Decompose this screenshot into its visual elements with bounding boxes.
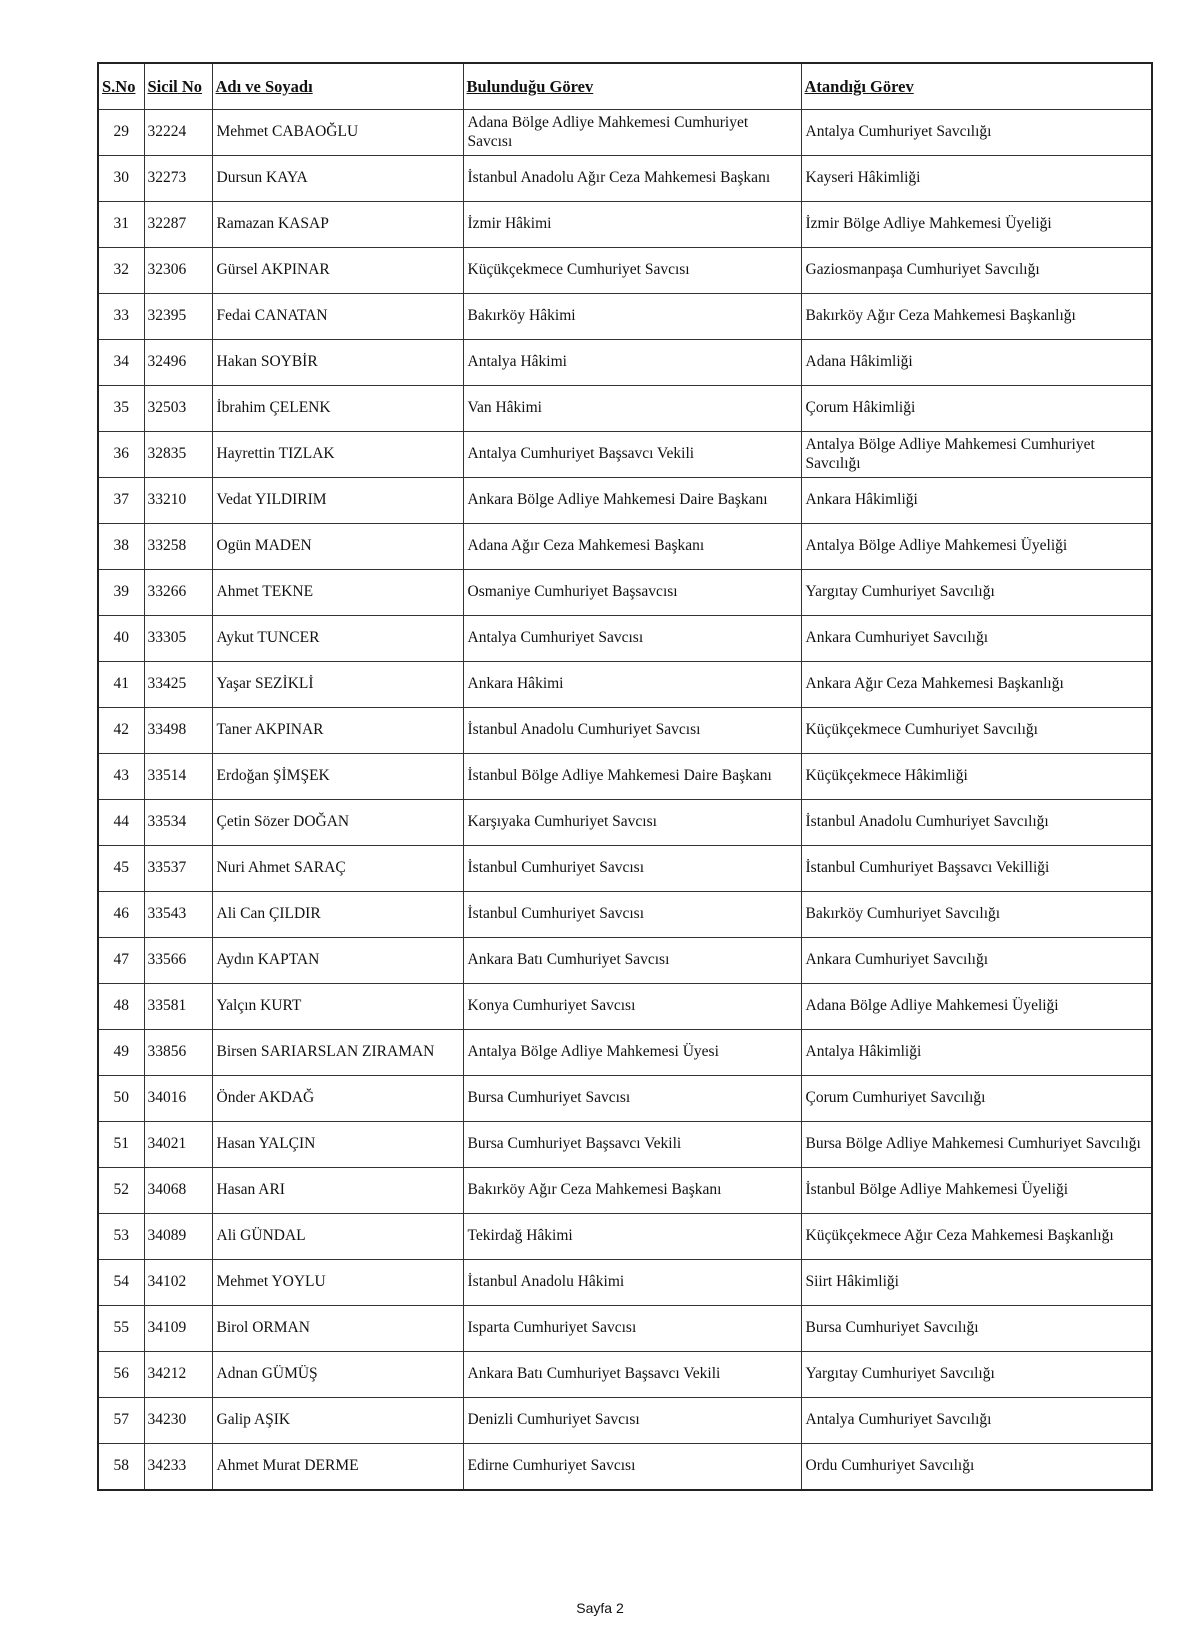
cell-current-position: Van Hâkimi (463, 386, 801, 432)
cell-assigned-position: Adana Hâkimliği (801, 340, 1152, 386)
cell-current-position: Antalya Hâkimi (463, 340, 801, 386)
cell-sicil-no: 33258 (144, 524, 212, 570)
cell-sicil-no: 34109 (144, 1306, 212, 1352)
cell-name: Ali Can ÇILDIR (212, 892, 463, 938)
cell-current-position: Isparta Cumhuriyet Savcısı (463, 1306, 801, 1352)
cell-current-position: İstanbul Cumhuriyet Savcısı (463, 892, 801, 938)
cell-name: Ramazan KASAP (212, 202, 463, 248)
cell-sicil-no: 34102 (144, 1260, 212, 1306)
cell-assigned-position: Ankara Ağır Ceza Mahkemesi Başkanlığı (801, 662, 1152, 708)
cell-assigned-position: İstanbul Cumhuriyet Başsavcı Vekilliği (801, 846, 1152, 892)
cell-sno: 39 (98, 570, 144, 616)
appointments-table (97, 62, 1153, 1491)
cell-sno: 55 (98, 1306, 144, 1352)
cell-current-position: Bursa Cumhuriyet Başsavcı Vekili (463, 1122, 801, 1168)
cell-assigned-position: Çorum Cumhuriyet Savcılığı (801, 1076, 1152, 1122)
cell-name: Gürsel AKPINAR (212, 248, 463, 294)
cell-sno: 33 (98, 294, 144, 340)
cell-sicil-no: 34016 (144, 1076, 212, 1122)
cell-name: Hasan YALÇIN (212, 1122, 463, 1168)
cell-sno: 41 (98, 662, 144, 708)
table-row (98, 524, 1152, 570)
table-row (98, 616, 1152, 662)
cell-assigned-position: Yargıtay Cumhuriyet Savcılığı (801, 1352, 1152, 1398)
cell-current-position: Antalya Cumhuriyet Savcısı (463, 616, 801, 662)
cell-name: Dursun KAYA (212, 156, 463, 202)
cell-sno: 40 (98, 616, 144, 662)
table-row (98, 340, 1152, 386)
table-row (98, 156, 1152, 202)
cell-name: Ali GÜNDAL (212, 1214, 463, 1260)
cell-sicil-no: 33266 (144, 570, 212, 616)
cell-name: Vedat YILDIRIM (212, 478, 463, 524)
cell-current-position: Antalya Cumhuriyet Başsavcı Vekili (463, 432, 801, 478)
cell-current-position: Ankara Bölge Adliye Mahkemesi Daire Başkanı (463, 478, 801, 524)
cell-current-position: Ankara Batı Cumhuriyet Savcısı (463, 938, 801, 984)
cell-current-position: Ankara Batı Cumhuriyet Başsavcı Vekili (463, 1352, 801, 1398)
cell-name: Önder AKDAĞ (212, 1076, 463, 1122)
cell-current-position: Bursa Cumhuriyet Savcısı (463, 1076, 801, 1122)
cell-sno: 49 (98, 1030, 144, 1076)
cell-assigned-position: Ankara Hâkimliği (801, 478, 1152, 524)
cell-sicil-no: 32287 (144, 202, 212, 248)
cell-current-position: Tekirdağ Hâkimi (463, 1214, 801, 1260)
cell-assigned-position: Ordu Cumhuriyet Savcılığı (801, 1444, 1152, 1491)
table-row (98, 386, 1152, 432)
cell-current-position: Karşıyaka Cumhuriyet Savcısı (463, 800, 801, 846)
cell-assigned-position: Bursa Cumhuriyet Savcılığı (801, 1306, 1152, 1352)
page-number: Sayfa 2 (576, 1600, 624, 1616)
cell-assigned-position: Bakırköy Cumhuriyet Savcılığı (801, 892, 1152, 938)
cell-assigned-position: Antalya Hâkimliği (801, 1030, 1152, 1076)
cell-sno: 53 (98, 1214, 144, 1260)
cell-sicil-no: 34068 (144, 1168, 212, 1214)
table-row (98, 1444, 1152, 1491)
cell-sno: 46 (98, 892, 144, 938)
table-row (98, 984, 1152, 1030)
cell-assigned-position: Bakırköy Ağır Ceza Mahkemesi Başkanlığı (801, 294, 1152, 340)
cell-sno: 29 (98, 110, 144, 156)
cell-assigned-position: Bursa Bölge Adliye Mahkemesi Cumhuriyet Savcılığı (801, 1122, 1152, 1168)
cell-sno: 30 (98, 156, 144, 202)
cell-assigned-position: Antalya Bölge Adliye Mahkemesi Cumhuriyet Savcılığı (801, 432, 1152, 478)
cell-current-position: İstanbul Cumhuriyet Savcısı (463, 846, 801, 892)
cell-sicil-no: 33210 (144, 478, 212, 524)
cell-sno: 45 (98, 846, 144, 892)
cell-sicil-no: 34230 (144, 1398, 212, 1444)
table-row (98, 1398, 1152, 1444)
cell-name: Mehmet YOYLU (212, 1260, 463, 1306)
table-row (98, 1306, 1152, 1352)
cell-sicil-no: 33581 (144, 984, 212, 1030)
table-row (98, 1352, 1152, 1398)
table-row (98, 1122, 1152, 1168)
cell-name: Yalçın KURT (212, 984, 463, 1030)
header-name: Adı ve Soyadı (212, 63, 463, 110)
table-row (98, 754, 1152, 800)
table-row (98, 846, 1152, 892)
cell-sicil-no: 32273 (144, 156, 212, 202)
table-row (98, 800, 1152, 846)
cell-assigned-position: İstanbul Bölge Adliye Mahkemesi Üyeliği (801, 1168, 1152, 1214)
cell-assigned-position: Siirt Hâkimliği (801, 1260, 1152, 1306)
cell-sno: 43 (98, 754, 144, 800)
cell-sicil-no: 32835 (144, 432, 212, 478)
cell-sicil-no: 32224 (144, 110, 212, 156)
cell-sno: 52 (98, 1168, 144, 1214)
table-row (98, 938, 1152, 984)
table-row (98, 892, 1152, 938)
cell-name: Birol ORMAN (212, 1306, 463, 1352)
cell-current-position: İstanbul Anadolu Ağır Ceza Mahkemesi Başkanı (463, 156, 801, 202)
cell-assigned-position: Küçükçekmece Cumhuriyet Savcılığı (801, 708, 1152, 754)
header-current-position: Bulunduğu Görev (463, 63, 801, 110)
cell-sicil-no: 32395 (144, 294, 212, 340)
cell-sno: 48 (98, 984, 144, 1030)
cell-assigned-position: Ankara Cumhuriyet Savcılığı (801, 938, 1152, 984)
cell-assigned-position: Küçükçekmece Ağır Ceza Mahkemesi Başkanlığı (801, 1214, 1152, 1260)
cell-sicil-no: 33537 (144, 846, 212, 892)
table-row (98, 1214, 1152, 1260)
cell-name: Ahmet TEKNE (212, 570, 463, 616)
header-assigned-position: Atandığı Görev (801, 63, 1152, 110)
cell-current-position: İstanbul Anadolu Cumhuriyet Savcısı (463, 708, 801, 754)
cell-sno: 51 (98, 1122, 144, 1168)
cell-sno: 38 (98, 524, 144, 570)
cell-current-position: Bakırköy Hâkimi (463, 294, 801, 340)
cell-name: Aydın KAPTAN (212, 938, 463, 984)
cell-sicil-no: 32306 (144, 248, 212, 294)
cell-assigned-position: Antalya Cumhuriyet Savcılığı (801, 1398, 1152, 1444)
cell-sno: 47 (98, 938, 144, 984)
cell-name: Galip AŞIK (212, 1398, 463, 1444)
table-row (98, 1076, 1152, 1122)
cell-assigned-position: Antalya Cumhuriyet Savcılığı (801, 110, 1152, 156)
cell-assigned-position: Adana Bölge Adliye Mahkemesi Üyeliği (801, 984, 1152, 1030)
cell-sicil-no: 32496 (144, 340, 212, 386)
cell-sicil-no: 34021 (144, 1122, 212, 1168)
table-body (98, 110, 1152, 1491)
table-row (98, 1030, 1152, 1076)
cell-sno: 54 (98, 1260, 144, 1306)
cell-current-position: Adana Ağır Ceza Mahkemesi Başkanı (463, 524, 801, 570)
table-row (98, 478, 1152, 524)
cell-sicil-no: 33856 (144, 1030, 212, 1076)
cell-name: Nuri Ahmet SARAÇ (212, 846, 463, 892)
cell-sicil-no: 34233 (144, 1444, 212, 1491)
table-row (98, 110, 1152, 156)
cell-sicil-no: 33566 (144, 938, 212, 984)
cell-current-position: İstanbul Bölge Adliye Mahkemesi Daire Başkanı (463, 754, 801, 800)
cell-name: Adnan GÜMÜŞ (212, 1352, 463, 1398)
cell-sno: 50 (98, 1076, 144, 1122)
cell-sicil-no: 33514 (144, 754, 212, 800)
cell-sno: 56 (98, 1352, 144, 1398)
cell-name: Ogün MADEN (212, 524, 463, 570)
cell-assigned-position: Antalya Bölge Adliye Mahkemesi Üyeliği (801, 524, 1152, 570)
table-row (98, 662, 1152, 708)
cell-sicil-no: 33543 (144, 892, 212, 938)
cell-name: Yaşar SEZİKLİ (212, 662, 463, 708)
cell-sicil-no: 34212 (144, 1352, 212, 1398)
cell-name: Hakan SOYBİR (212, 340, 463, 386)
cell-name: İbrahim ÇELENK (212, 386, 463, 432)
cell-sno: 57 (98, 1398, 144, 1444)
cell-sicil-no: 32503 (144, 386, 212, 432)
cell-current-position: İstanbul Anadolu Hâkimi (463, 1260, 801, 1306)
header-sno: S.No (98, 63, 144, 110)
cell-current-position: Ankara Hâkimi (463, 662, 801, 708)
cell-name: Mehmet CABAOĞLU (212, 110, 463, 156)
cell-current-position: Küçükçekmece Cumhuriyet Savcısı (463, 248, 801, 294)
cell-current-position: Antalya Bölge Adliye Mahkemesi Üyesi (463, 1030, 801, 1076)
cell-sicil-no: 33534 (144, 800, 212, 846)
table-row (98, 432, 1152, 478)
cell-assigned-position: Ankara Cumhuriyet Savcılığı (801, 616, 1152, 662)
cell-current-position: Bakırköy Ağır Ceza Mahkemesi Başkanı (463, 1168, 801, 1214)
table-row (98, 708, 1152, 754)
cell-name: Birsen SARIARSLAN ZIRAMAN (212, 1030, 463, 1076)
cell-sicil-no: 33425 (144, 662, 212, 708)
cell-name: Ahmet Murat DERME (212, 1444, 463, 1491)
header-sicil: Sicil No (144, 63, 212, 110)
cell-name: Aykut TUNCER (212, 616, 463, 662)
cell-name: Hasan ARI (212, 1168, 463, 1214)
cell-current-position: Adana Bölge Adliye Mahkemesi Cumhuriyet Savcısı (463, 110, 801, 156)
cell-sicil-no: 33305 (144, 616, 212, 662)
cell-sno: 34 (98, 340, 144, 386)
cell-current-position: İzmir Hâkimi (463, 202, 801, 248)
cell-sno: 44 (98, 800, 144, 846)
cell-name: Hayrettin TIZLAK (212, 432, 463, 478)
cell-sicil-no: 33498 (144, 708, 212, 754)
table-row (98, 1168, 1152, 1214)
cell-sno: 31 (98, 202, 144, 248)
cell-current-position: Denizli Cumhuriyet Savcısı (463, 1398, 801, 1444)
table-row (98, 202, 1152, 248)
cell-assigned-position: Gaziosmanpaşa Cumhuriyet Savcılığı (801, 248, 1152, 294)
cell-assigned-position: Yargıtay Cumhuriyet Savcılığı (801, 570, 1152, 616)
cell-sno: 35 (98, 386, 144, 432)
cell-sicil-no: 34089 (144, 1214, 212, 1260)
table-header-row (98, 63, 1152, 110)
table-row (98, 1260, 1152, 1306)
cell-name: Taner AKPINAR (212, 708, 463, 754)
cell-assigned-position: İstanbul Anadolu Cumhuriyet Savcılığı (801, 800, 1152, 846)
cell-name: Erdoğan ŞİMŞEK (212, 754, 463, 800)
table-row (98, 570, 1152, 616)
cell-assigned-position: Küçükçekmece Hâkimliği (801, 754, 1152, 800)
cell-assigned-position: Çorum Hâkimliği (801, 386, 1152, 432)
cell-current-position: Osmaniye Cumhuriyet Başsavcısı (463, 570, 801, 616)
table-row (98, 248, 1152, 294)
cell-name: Çetin Sözer DOĞAN (212, 800, 463, 846)
cell-name: Fedai CANATAN (212, 294, 463, 340)
cell-current-position: Konya Cumhuriyet Savcısı (463, 984, 801, 1030)
cell-sno: 58 (98, 1444, 144, 1491)
cell-assigned-position: İzmir Bölge Adliye Mahkemesi Üyeliği (801, 202, 1152, 248)
cell-sno: 32 (98, 248, 144, 294)
cell-sno: 37 (98, 478, 144, 524)
table-row (98, 294, 1152, 340)
cell-sno: 36 (98, 432, 144, 478)
cell-sno: 42 (98, 708, 144, 754)
cell-assigned-position: Kayseri Hâkimliği (801, 156, 1152, 202)
cell-current-position: Edirne Cumhuriyet Savcısı (463, 1444, 801, 1491)
